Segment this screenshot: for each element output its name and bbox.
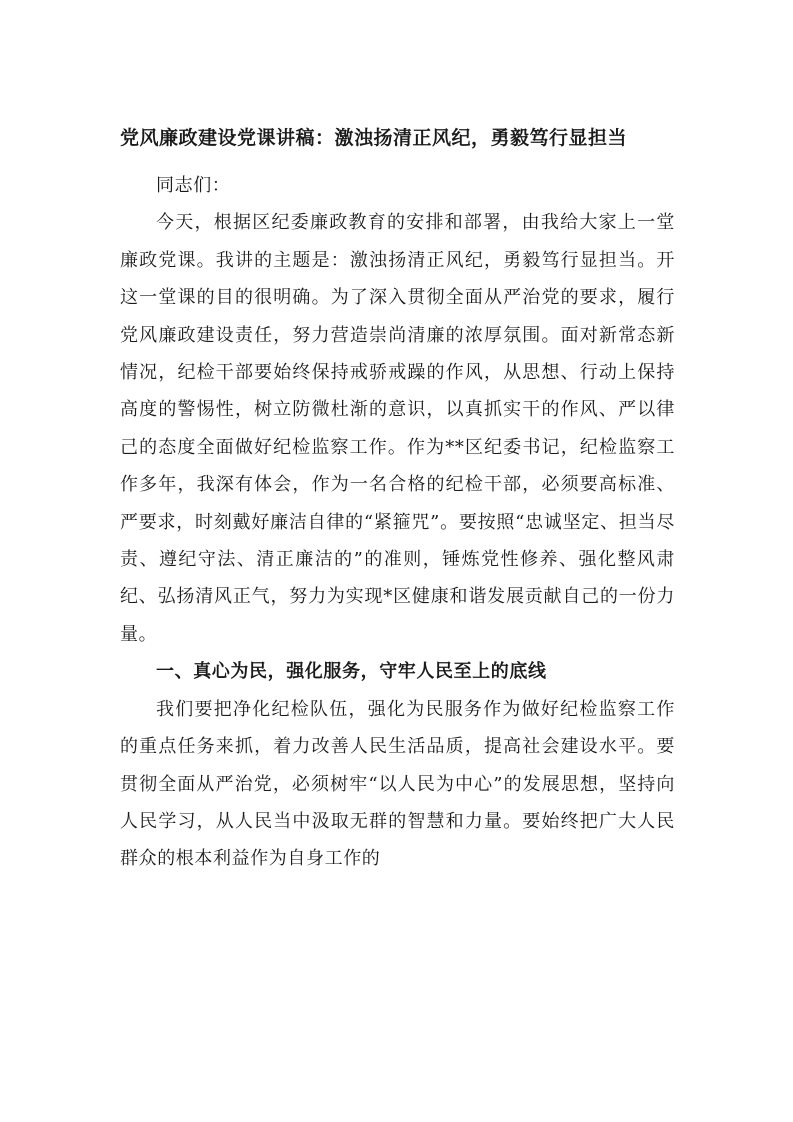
document-title: 党风廉政建设党课讲稿：激浊扬清正风纪，勇毅笃行显担当 bbox=[120, 127, 628, 149]
section-heading-1: 一、真心为民，强化服务，守牢人民至上的底线 bbox=[156, 661, 547, 683]
intro-paragraph: 今天，根据区纪委廉政教育的安排和部署，由我给大家上一堂廉政党课。我讲的主题是：激浊扬清正风纪，勇毅笃行显担当。开这一堂课的目的很明确。为了深入贯彻全面从严治党的要求，履行党风廉政建设责任，努力营造崇尚清廉的浓厚氛围。面对新常态新情况，纪检干部要始终保持戒骄戒躁的作风，从思想、行动上保持高度的警惕性，树立防微杜渐的意识，以真抓实干的作风、严以律己的态度全面做好纪检监察工作。作为**区纪委书记，纪检监察工作多年，我深有体会，作为一名合格的纪检干部，必须要高标准、严要求，时刻戴好廉洁自律的“紧箍咒”。要按照“忠诚坚定、担当尽责、遵纪守法、清正廉洁的”的准则，锤炼党性修养、强化整风肃纪、弘扬清风正气，努力为实现*区健康和谐发展贡献自己的一份力量。 bbox=[120, 212, 676, 645]
section-1-paragraph: 我们要把净化纪检队伍，强化为民服务作为做好纪检监察工作的重点任务来抓，着力改善人民生活品质，提高社会建设水平。要贯彻全面从严治党，必须树牢“以人民为中心”的发展思想，坚持向人民学习，从人民当中汲取无群的智慧和力量。要始终把广大人民群众的根本利益作为自身工作的 bbox=[120, 698, 675, 870]
salutation: 同志们： bbox=[156, 175, 231, 196]
document-body bbox=[120, 121, 675, 878]
